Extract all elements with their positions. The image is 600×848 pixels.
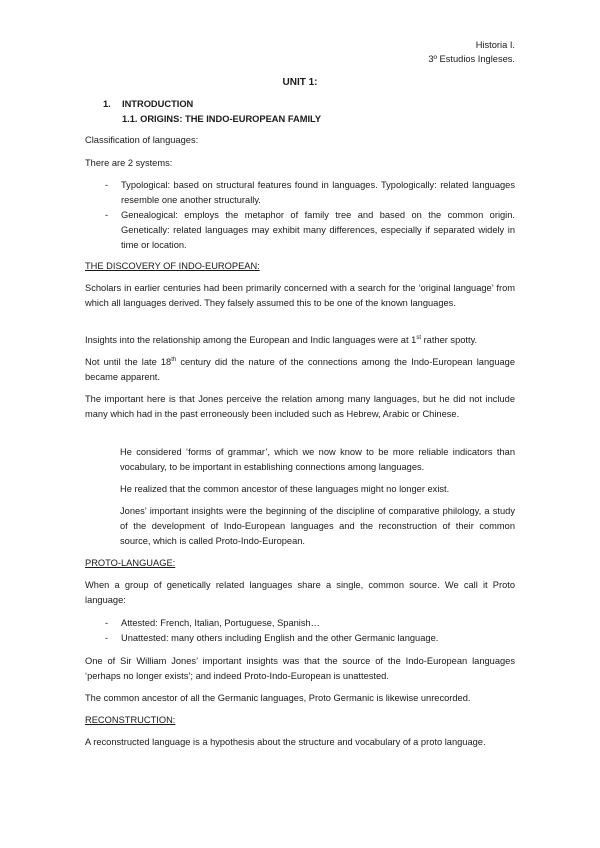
paragraph-not-until: Not until the late 18th century did the nature of the connections among the Indo-European language became apparent. [85, 356, 516, 382]
header-degree: 3º Estudios Ingleses. [428, 54, 515, 64]
indented-jones: Jones’ important insights were the beginning of the discipline of comparative philology, a study of the development of Indo-European languages and the reconstruction of their common source, which is called Proto-Indo-European. [120, 506, 515, 546]
heading-reconstruction: RECONSTRUCTION: [85, 715, 176, 725]
paragraph-reconstruction: A reconstructed language is a hypothesis about the structure and vocabulary of a proto language. [85, 737, 486, 747]
section-number: 1. [103, 99, 111, 109]
paragraph-important: The important here is that Jones perceive the relation among many languages, but he did not include many which had in the past erroneously been included such as Hebrew, Arabic or Chinese. [85, 394, 515, 419]
bullet-dash: - [105, 618, 109, 628]
paragraph-scholars: Scholars in earlier centuries had been primarily concerned with a search for the ‘original language’ from which all languages derived. They falsely assumed this to be one of the known languages. [85, 283, 515, 308]
paragraph-william: One of Sir William Jones’ important insights was that the source of the Indo-European languages ‘perhaps no longer exists’; and indeed Proto-Indo-European is unattested. [85, 656, 515, 681]
list-item-text: Genealogical: employs the metaphor of family tree and based on the common origin. Genetically: related languages may exhibit many differences, especially if separated widely in time or location. [121, 210, 515, 250]
header-course: Historia I. [475, 40, 515, 50]
list-item-text: Unattested: many others including English and the other Germanic language. [121, 633, 439, 643]
subsection-heading: 1.1. ORIGINS: THE INDO-EUROPEAN FAMILY [122, 114, 322, 124]
systems-line: There are 2 systems: [85, 158, 173, 168]
paragraph-germanic: The common ancestor of all the Germanic languages, Proto Germanic is likewise unrecorded. [85, 693, 471, 703]
list-item-text: Attested: French, Italian, Portuguese, Spanish… [121, 618, 320, 628]
indented-realized: He realized that the common ancestor of these languages might no longer exist. [120, 484, 450, 494]
paragraph-group: When a group of genetically related languages share a single, common source. We call it Proto language: [85, 580, 515, 605]
list-item [85, 178, 515, 208]
list-item [85, 208, 515, 253]
classification-line: Classification of languages: [85, 135, 199, 145]
heading-proto: PROTO-LANGUAGE: [85, 558, 176, 568]
list-item [85, 631, 515, 646]
list-item [85, 616, 515, 631]
indented-forms: He considered ‘forms of grammar’, which we now know to be more reliable indicators than vocabulary, to be important in establishing connections among languages. [120, 447, 515, 472]
section-heading: INTRODUCTION [122, 99, 194, 109]
bullet-dash: - [105, 633, 109, 643]
bullet-dash: - [105, 210, 109, 220]
heading-discovery: THE DISCOVERY OF INDO-EUROPEAN: [85, 261, 260, 271]
bullet-dash: - [105, 180, 109, 190]
paragraph-insights: Insights into the relationship among the European and Indic languages were at 1st rather spotty. [85, 334, 478, 345]
list-item-text: Typological: based on structural features found in languages. Typologically: related languages resemble one another structurally. [121, 180, 515, 205]
unit-title: UNIT 1: [282, 77, 318, 88]
